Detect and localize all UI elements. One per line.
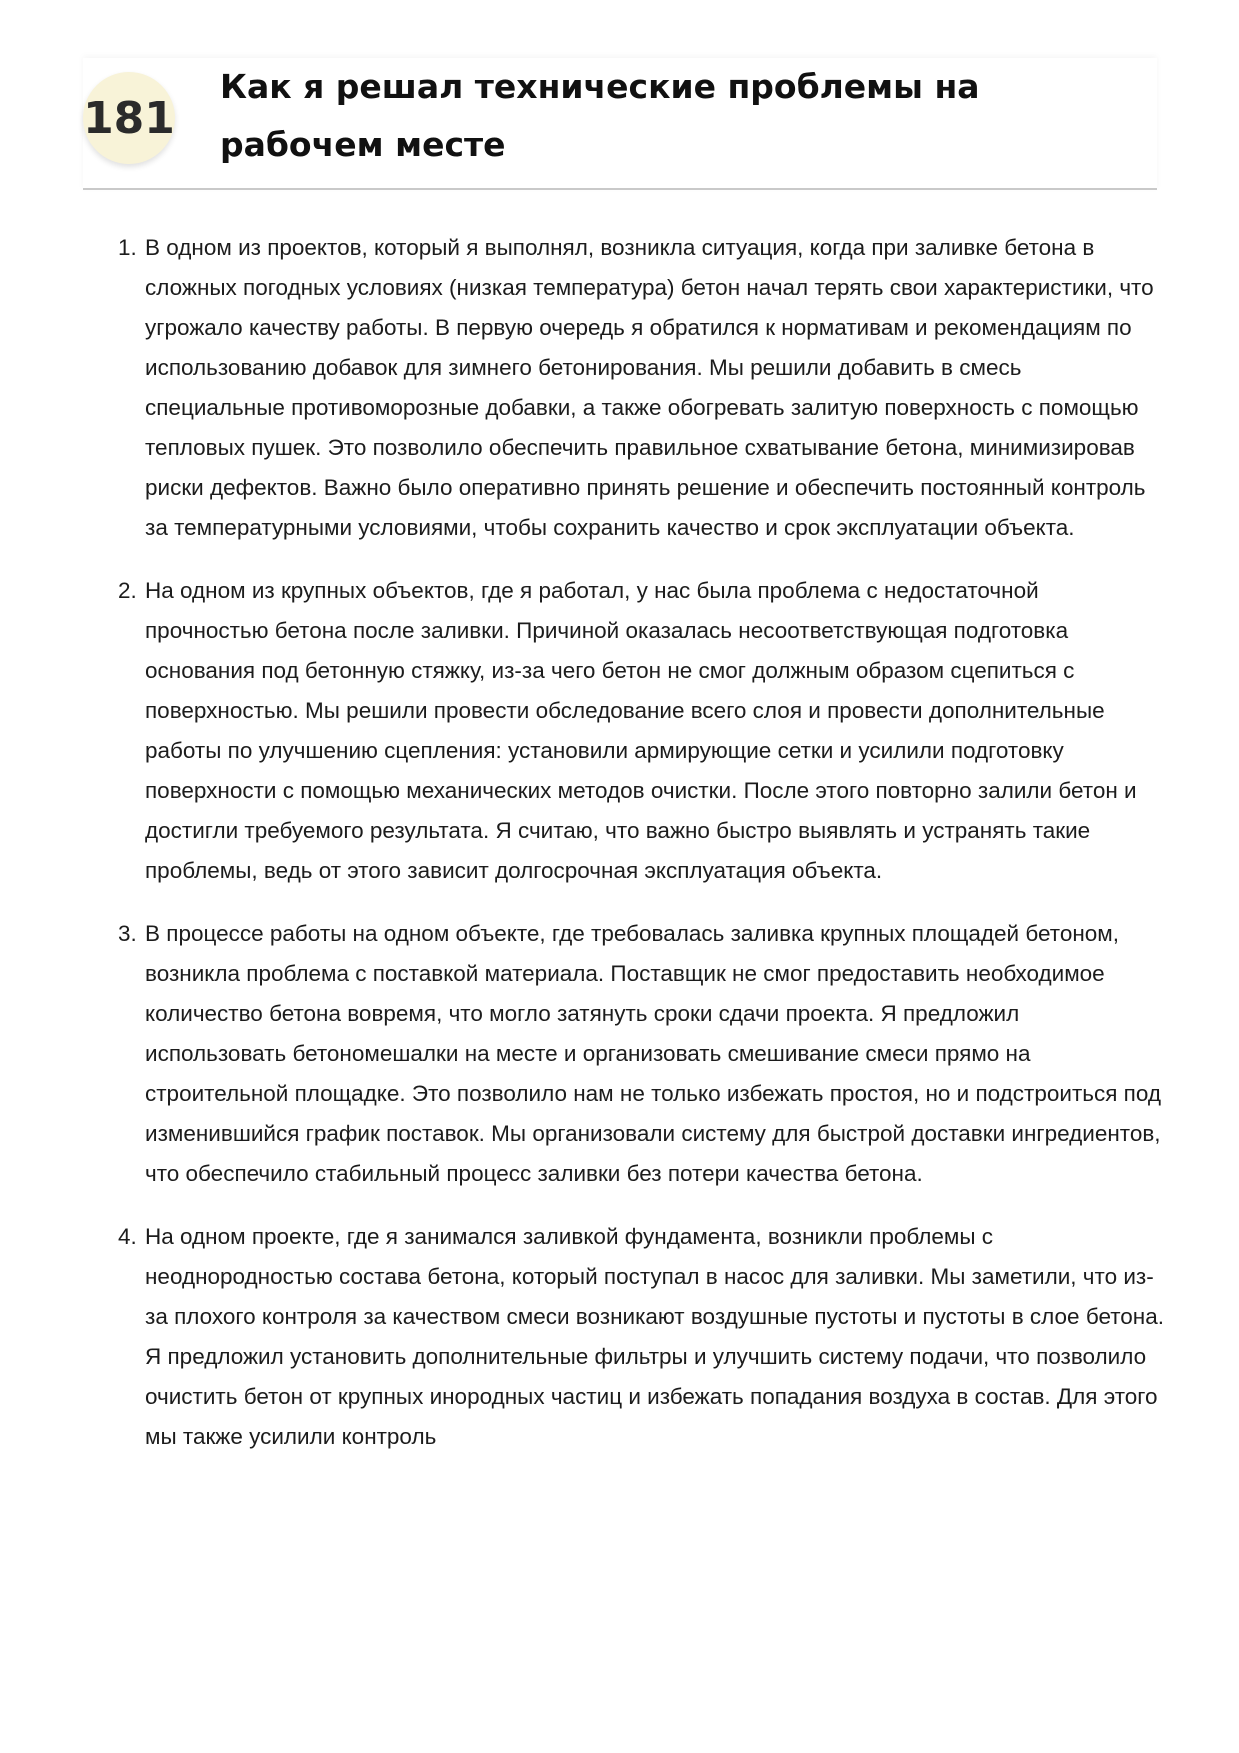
page-number-badge: 181 — [83, 72, 175, 164]
list-item-number: 1. — [118, 235, 137, 260]
list-item-text: В одном из проектов, который я выполнял, возникла ситуация, когда при заливке бетона в сложных погодных условиях (низкая температура) бетон начал терять свои характеристики, что угрожало качеству работы. В первую очередь я обратился к нормативам и рекомендациям по использованию добавок для зимнего бетонирования. Мы решили добавить в смесь специальные противоморозные добавки, а также обогревать залитую поверхность с помощью тепловых пушек. Это позволило обеспечить правильное схватывание бетона, минимизировав риски дефектов. Важно было оперативно принять решение и обеспечить постоянный контроль за температурными условиями, чтобы сохранить качество и срок эксплуатации объекта. — [145, 235, 1154, 540]
list-item — [118, 571, 1164, 891]
content-body — [118, 228, 1164, 1480]
list-item-text: В процессе работы на одном объекте, где требовалась заливка крупных площадей бетоном, возникла проблема с поставкой материала. Поставщик не смог предоставить необходимое количество бетона вовремя, что могло затянуть сроки сдачи проекта. Я предложил использовать бетономешалки на месте и организовать смешивание смеси прямо на строительной площадке. Это позволило нам не только избежать простоя, но и подстроиться под изменившийся график поставок. Мы организовали систему для быстрой доставки ингредиентов, что обеспечило стабильный процесс заливки без потери качества бетона. — [145, 921, 1161, 1186]
list-item — [118, 914, 1164, 1194]
section-title: Как я решал технические проблемы на рабочем месте — [220, 67, 980, 164]
section-header — [83, 58, 1157, 190]
list-item — [118, 1217, 1164, 1457]
list-item-text: На одном проекте, где я занимался заливкой фундамента, возникли проблемы с неоднородностью состава бетона, который поступал в насос для заливки. Мы заметили, что из-за плохого контроля за качеством смеси возникают воздушные пустоты и пустоты в слое бетона. Я предложил установить дополнительные фильтры и улучшить систему подачи, что позволило очистить бетон от крупных инородных частиц и избежать попадания воздуха в состав. Для этого мы также усилили контроль — [145, 1224, 1164, 1449]
list-item-text: На одном из крупных объектов, где я работал, у нас была проблема с недостаточной прочностью бетона после заливки. Причиной оказалась несоответствующая подготовка основания под бетонную стяжку, из-за чего бетон не смог должным образом сцепиться с поверхностью. Мы решили провести обследование всего слоя и провести дополнительные работы по улучшению сцепления: установили армирующие сетки и усилили подготовку поверхности с помощью механических методов очистки. После этого повторно залили бетон и достигли требуемого результата. Я считаю, что важно быстро выявлять и устранять такие проблемы, ведь от этого зависит долгосрочная эксплуатация объекта. — [145, 578, 1137, 883]
list-item-number: 2. — [118, 578, 137, 603]
list-item-number: 3. — [118, 921, 137, 946]
numbered-list — [118, 228, 1164, 1457]
list-item — [118, 228, 1164, 548]
list-item-number: 4. — [118, 1224, 137, 1249]
